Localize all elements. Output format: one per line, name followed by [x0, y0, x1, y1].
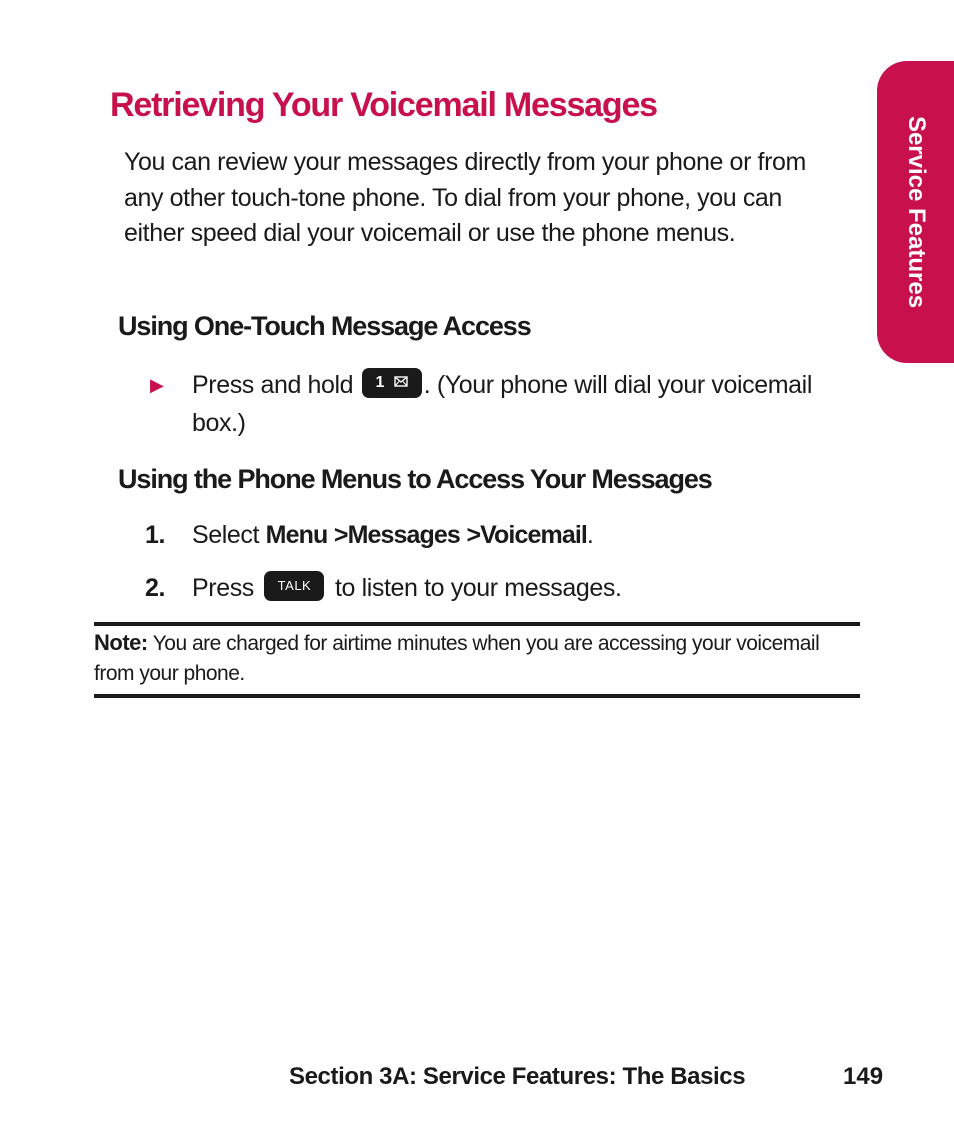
menu-path-voicemail: Voicemail	[480, 521, 587, 549]
menu-path-separator: >	[333, 521, 348, 549]
note-top-rule	[94, 622, 860, 626]
step-text	[192, 571, 622, 605]
instruction-after: . (Your phone will dial your voicemail box.)	[192, 371, 812, 437]
key-one-voicemail	[362, 368, 422, 398]
page-title: Retrieving Your Voicemail Messages	[110, 86, 657, 124]
step-period: .	[586, 521, 594, 549]
note-text: You are charged for airtime minutes when you are accessing your voicemail from your phone.	[94, 632, 820, 685]
one-touch-heading: Using One-Touch Message Access	[118, 311, 531, 341]
phone-menus-heading: Using the Phone Menus to Access Your Messages	[118, 464, 712, 494]
triangle-right-icon: ▶	[150, 375, 164, 395]
footer-section-title: Section 3A: Service Features: The Basics	[289, 1063, 746, 1090]
step-verb: Press	[192, 574, 254, 602]
key-one-label: 1	[375, 374, 384, 392]
one-touch-text	[192, 366, 832, 442]
menu-path-separator: >	[466, 521, 481, 549]
talk-key: TALK	[264, 571, 324, 601]
step-number: 1.	[145, 521, 166, 549]
menu-path-messages: Messages	[347, 521, 460, 549]
page-number: 149	[843, 1063, 884, 1090]
section-side-tab	[877, 61, 954, 363]
envelope-icon	[394, 368, 408, 398]
step-text	[192, 518, 593, 552]
step-verb: Select	[192, 521, 260, 549]
side-tab-label: Service Features	[902, 115, 930, 309]
note-label: Note:	[94, 630, 148, 655]
note-bottom-rule	[94, 694, 860, 698]
step-after: to listen to your messages.	[335, 574, 622, 602]
intro-paragraph: You can review your messages directly from your phone or from any other touch-tone phone. To dial from your phone, you can either speed dial your voicemail or use the phone menus.	[124, 148, 806, 247]
step-number: 2.	[145, 574, 166, 602]
instruction-before: Press and hold	[192, 371, 354, 399]
menu-path-menu: Menu	[265, 521, 328, 549]
note-box	[94, 628, 860, 689]
